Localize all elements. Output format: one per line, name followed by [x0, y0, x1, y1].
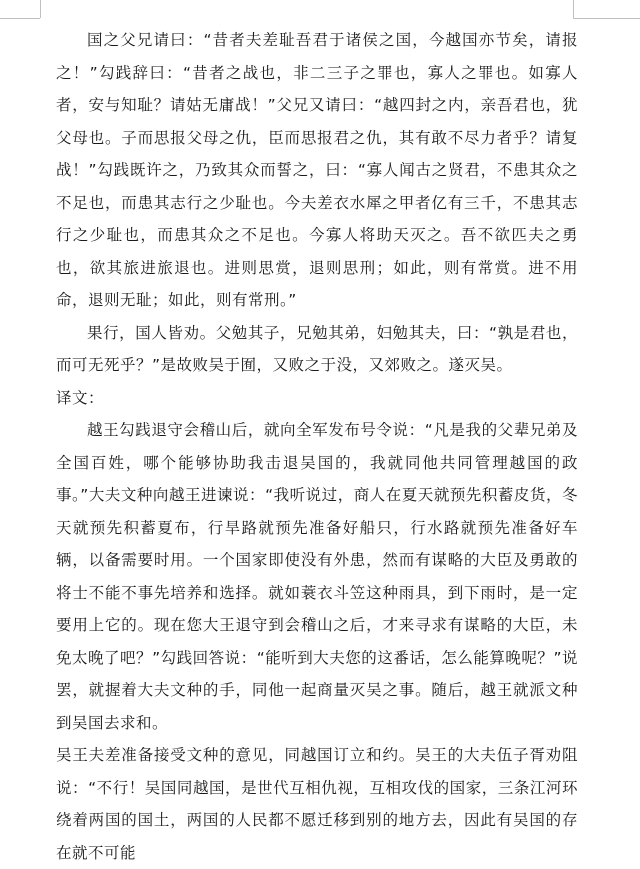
crop-mark-top-right-vertical: [573, 0, 574, 18]
crop-mark-top-left-vertical: [40, 0, 41, 18]
paragraph-translation-1: 越王勾践退守会稽山后，就向全军发布号令说：“凡是我的父辈兄弟及全国百姓，哪个能够协助我击退吴国的，我就同他共同管理越国的政事。”大夫文种向越王进谏说：“我听说过，商人在夏天就预先积蓄皮货，冬天就预先积蓄夏布，行旱路就预先准备好船只，行水路就预先准备好车辆，以备需要时用。一个国家即使没有外患，然而有谋略的大臣及勇敢的将士不能不事先培养和选择。就如蓑衣斗笠这种雨具，到下雨时，是一定要用上它的。现在您大王退守到会稽山之后，才来寻求有谋略的大臣，未免太晚了吧？”勾践回答说：“能听到大夫您的这番话，怎么能算晚呢？”说罢，就握着大夫文种的手，同他一起商量灭吴之事。随后，越王就派文种到吴国去求和。: [56, 421, 578, 732]
crop-mark-top-left-horizontal: [0, 18, 40, 19]
crop-mark-top-right-horizontal: [573, 18, 640, 19]
paragraph-original-1: 国之父兄请曰：“昔者夫差耻吾君于诸侯之国，今越国亦节矣，请报之！”勾践辞曰：“昔者之战也，非二三子之罪也，寡人之罪也。如寡人者，安与知耻？请姑无庸战！”父兄又请曰：“越四封之内，亲吾君也，犹父母也。子而思报父母之仇，臣而思报君之仇，其有敢不尽力者乎？请复战！”勾践既许之，乃致其众而誓之，曰：“寡人闻古之贤君，不患其众之不足也，而患其志行之少耻也。今夫差衣水犀之甲者亿有三千，不患其志行之少耻也，而患其众之不足也。今寡人将助天灭之。吾不欲匹夫之勇也，欲其旅进旅退也。进则思赏，退则思刑；如此，则有常赏。进不用命，退则无耻；如此，则有常刑。”: [56, 31, 578, 309]
document-body: [56, 24, 578, 869]
paragraph-translation-2: 吴王夫差准备接受文种的意见，同越国订立和约。吴王的大夫伍子胥劝阻说：“不行！吴国同越国，是世代互相仇视，互相攻伐的国家，三条江河环绕着两国的国土，两国的人民都不愿迁移到别的地方去，因此有吴国的存在就不可能: [56, 746, 578, 862]
translation-heading: 译文：: [56, 388, 105, 407]
paragraph-original-2: 果行，国人皆劝。父勉其子，兄勉其弟，妇勉其夫，曰：“孰是君也，而可无死乎？”是故败吴于囿，又败之于没，又郊败之。遂灭吴。: [56, 323, 578, 374]
